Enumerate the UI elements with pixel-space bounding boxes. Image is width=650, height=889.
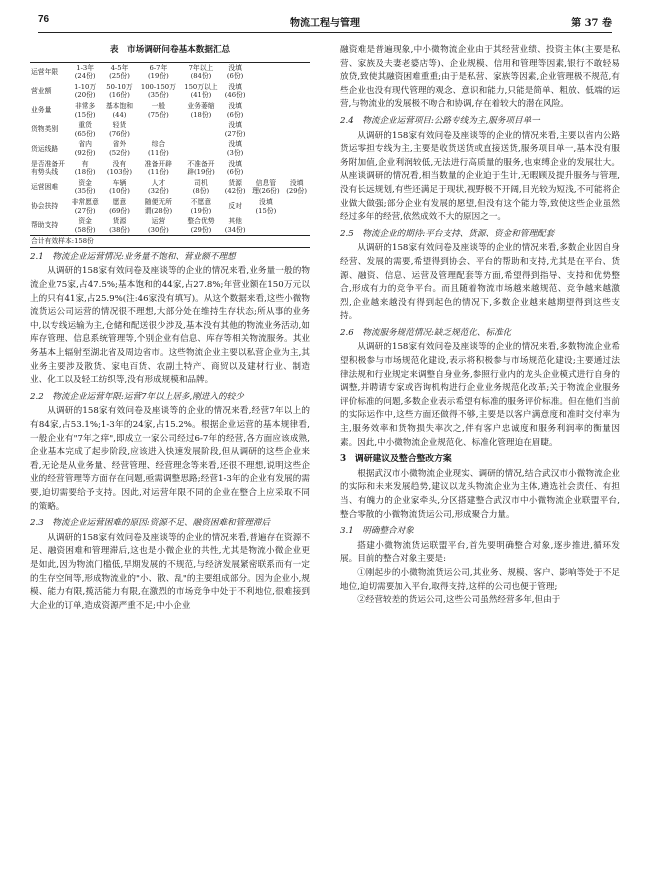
section-heading: 2.5 物流企业的期待:平台支持、货源、资金和管理配套 [340,228,555,239]
table-cell: 反对 [228,202,242,211]
table-cell: 综合 (11份) [148,140,169,157]
row-label: 运营困难 [31,183,59,192]
table-cell: 整合优势 (29份) [187,217,215,234]
section-heading: 3.1 明确整合对象 [340,526,414,537]
table-cell: 非常愿意 (27份) [71,197,99,215]
table-cell: 50-10万 (16份) [106,82,133,100]
paragraph: 从调研的158家有效问卷及座谈等的企业的情况来看,主要以省内公路货运零担专线为主,主要是收货送货或直接送货,服务项目单一,基本没有服务附加值,企业利润较低,无法进行高质量的服务,也束缚企业的发展壮大。从座谈调研的情况看,相当数量的企业迫于生计,无暇顾及提升服务与管理,没有长远规划,有些还满足于现状,视野极不开阔,目光较为短浅,不可能将企业做大做强;部分企业有发展的愿望,但没有这个能力等,致使这些企业虽然经过多年的经营,依然成效不大的原因之一。 [340,130,620,223]
table-cell: 没填 (6份) [226,63,244,81]
table-caption: 表 市场调研问卷基本数据汇总 [109,45,231,55]
table-cell: 没填 (6份) [226,159,244,177]
table-cell: 资金 (35份) [74,178,96,196]
table-row [30,62,310,82]
table-cell: 货源 (42份) [224,178,246,196]
table-cell: 没填 (3份) [226,140,244,157]
survey-summary-table [30,62,310,248]
row-label: 货运线路 [31,144,59,153]
table-cell [283,197,310,216]
table-cell: 省外 (52份) [109,140,130,157]
table-cell [248,120,283,139]
table-cell: 100-150万 (35份) [140,82,176,100]
table-cell: 货源 (38份) [109,217,130,234]
table-cell: 6-7年 (19份) [148,63,169,81]
paragraph: ②经营较差的货运公司,这些公司虽然经营多年,但由于 [357,595,561,606]
table-cell [283,159,310,178]
table-cell: 轻货 (76份) [109,121,130,138]
table-cell: 资金 (58份) [74,217,96,234]
table-cell: 没填 (29份) [286,178,307,196]
table-cell: 一般 (75份) [148,101,169,119]
row-label: 是否准备开有势头线 [31,159,65,177]
table-cell: 没填 (6份) [226,101,244,119]
table-cell: 其他 (34份) [224,217,246,234]
table-row [30,236,310,248]
table-cell: 没填 (46份) [224,82,246,100]
table-cell: 愿意 (69份) [109,197,130,215]
paragraph: 从调研的158家有效问卷及座谈等的企业的情况来看,业务量一般的物流企业75家,占47.5%;基本饱和的44家,占27.8%;年营业额在150万元以上的只有41家,占25.9%(注:46家没有填写)。从这个数据来看,这些小微物流货运公司运营的情况很不理想,大部分处在维持生存状态;所从事的业务中,以专线运输为主,仓储和配送很少涉及,基本没有其他的物流业务活动,如库存管理、信息系统管理等,个别企业有信息、库存等相关物流服务。其业务基本上辐射至湖北省及周边省市。这些物流企业主要以私营企业为主,其业务主要涉及散货、家电百货、农副土特产、商贸以及建材行业、制造业、化工以及轻工纺织等,没有形成规模和品牌。 [30,266,310,386]
section-heading: 2.6 物流服务规范情况:缺乏规范化、标准化 [340,327,512,338]
table-row [30,197,310,216]
left-column [30,44,310,613]
table-cell: 150万以上 (41份) [184,82,218,100]
table-cell [248,139,283,158]
table-row [30,101,310,120]
table-cell [248,159,283,178]
section-heading: 2.2 物流企业运营年限:运营7年以上居多,刚进入的较少 [30,391,244,402]
table-cell [283,101,310,120]
table-cell: 信息管 理(26份) [252,178,280,196]
table-row [30,120,310,139]
table-cell [283,62,310,82]
table-cell: 没有 (103份) [106,159,132,177]
table-cell: 重货 (65份) [74,121,96,138]
table-row [30,82,310,101]
section-heading: 2.1 物流企业运营情况:业务量不饱和、营业额不理想 [30,251,236,262]
table-cell [180,139,222,158]
table-cell: 4-5年 (25份) [109,63,130,81]
table-cell: 没填 (15份) [255,197,277,215]
table-cell: 运营 (30份) [148,217,169,234]
table-cell: 1-3年 (24份) [74,63,96,81]
table-cell [283,82,310,101]
paragraph: 根据武汉市小微物流企业现实、调研的情况,结合武汉市小微物流企业的实际和未来发展趋势,建议以龙头物流企业为主体,遴选社会责任、有担当、有魄力的企业家牵头,分区搭建整合武汉市中小微物流企业联盟平台,整合零散的小微物流货运公司,形成聚合力量。 [340,468,620,520]
paragraph: 融资难是普遍现象,中小微物流企业由于其经营业绩、投资主体(主要是私营、家族及夫妻老婆店等)、企业规模、信用和管理等因素,银行不敢轻易放贷,致使其融资困难重重;由于是私营、家族等因素,企业管理极不规范,有些企业也没有现代管理的观念、意识和能力,只能是简单、粗放、低端的运营,与物流业的发展极不吻合和协调,存在着较大的潜在风险。 [340,45,620,110]
table-cell: 不准备开 辟(19份) [187,159,215,177]
page-number: 76 [38,14,50,25]
section-heading: 2.3 物流企业运营困难的原因:资源不足、融资困难和管理滞后 [30,518,271,529]
paragraph: 搭建小微物流货运联盟平台,首先要明确整合对象,逐步推进,循环发展。目前的整合对象主要是: [340,540,620,565]
table-cell [283,216,310,236]
row-label: 运营年限 [31,67,59,76]
table-cell [248,62,283,82]
table-cell: 7年以上 (84份) [188,63,214,81]
row-label: 帮助支持 [31,221,59,230]
table-cell [180,120,222,139]
table-row [30,159,310,178]
table-cell: 基本饱和 (44) [105,101,134,119]
paragraph: 从调研的158家有效问卷及座谈等的企业的情况来看,多数企业因自身经营、发展的需要,希望得到协会、平台的帮助和支持,尤其是在平台、货源、融资、信息、运营及管理配套等方面,希望得到指导、支持和优势整合,形成有力的竞争平台。而且随着物流市场越来越规范、竞争越来越激烈,企业越来越没有得到起色的情况下,多数企业越来越期望得到这些支持。 [340,243,620,322]
table-cell: 准备开辟 (11份) [144,159,172,177]
table-row [30,139,310,158]
paragraph: 从调研的158家有效问卷及座谈等的企业的情况来看,多数物流企业希望积极参与市场规范化建设,表示将积极参与市场规范化建设;主要通过法律法规和行业规定来调整自身业务,参照行业内的龙头企业模式进行自身的调整,并聘请专家或咨询机构进行企业业务规范化改革;关于物流企业服务评价标准的问题,多数企业表示希望有标准的服务评价标准。但在他们当前的实际运作中,这些方面还做得不够,主要是以客户满意度和准时交付率为主,服务效率和货物损失率次之,伴有客户忠诚度和服务利润率的衡量因素。因此,中小微物流企业规范化、标准化管理迫在眉睫。 [340,342,620,448]
row-label: 协会扶持 [31,202,59,211]
section-heading: 2.4 物流企业运营项目:公路专线为主,服务项目单一 [340,115,540,126]
right-column [340,44,620,608]
table-total: 合计有效样本:158份 [30,236,310,248]
table-cell: 没填 (27份) [224,121,246,138]
section-heading: 3 调研建议及整合整改方案 [340,454,452,465]
table-cell [248,82,283,101]
table-cell: 车辆 (10份) [109,178,130,196]
table-row [30,178,310,197]
table-cell: 有 (18份) [74,159,96,177]
table-cell [283,120,310,139]
volume-label: 第 37 卷 [571,18,612,29]
table-cell: 司机 (8份) [192,178,210,196]
page-header [38,14,612,30]
table-cell: 省内 (92份) [74,140,96,157]
paragraph: ①刚起步的小微物流货运公司,其业务、规模、客户、影响等处于不足地位,迫切需要加入平台,取得支持,这样的公司也便于管理; [340,567,620,592]
table-cell: 不愿意 (19份) [190,197,212,215]
table-cell: 非常多 (15份) [74,101,96,119]
table-cell [283,139,310,158]
row-label: 业务量 [31,106,52,115]
table-cell [137,120,181,139]
header-rule [38,32,612,33]
journal-title: 物流工程与管理 [290,18,360,29]
table-cell [248,101,283,120]
paragraph: 从调研的158家有效问卷及座谈等的企业的情况来看,普遍存在资源不足、融资困难和管理滞后,这也是小微企业的共性,尤其是物流小微企业更是如此,因为物流门槛低,早期发展的不规范,与经济发展紧密联系而有一定的生存空间等,形成物流业的"小、散、乱"的主要组成部分。因为企业小,规模、能力有限,揽活能力有限,在激烈的市场竞争中处于不利地位,很难接到大企业的订单,造成资源严重不足;中小企业 [30,532,310,611]
paragraph: 从调研的158家有效问卷及座谈等的企业的情况来看,经营7年以上的有84家,占53.1%;1-3年的24家,占15.2%。根据企业运营的基本规律看,一般企业有"7年之痒",即成立一家公司经过6-7年的经营,各方面应该成熟,企业基本完成了起步阶段,应该进入快速发展阶段,但从调研的这些企业来看,无论是从业务量、经营管理、经营理念等来看,还很不理想,说明这些企业的经营管理等方面存在问题,亟需调整思路;经营1-3年的企业有发展的需要,迫切需要给予支持。因此,对运营年限不同的企业在整合上应采取不同的策略。 [30,406,310,512]
table-cell: 随便无所 谓(28份) [144,197,173,215]
table-cell: 1-10万 (20份) [74,82,97,100]
table-cell [248,216,283,236]
table-row [30,216,310,236]
table-cell: 人才 (32份) [148,178,169,196]
row-label: 营业额 [31,87,52,96]
table-cell: 业务萎缩 (18份) [187,101,215,119]
row-label: 货物类别 [31,125,59,134]
